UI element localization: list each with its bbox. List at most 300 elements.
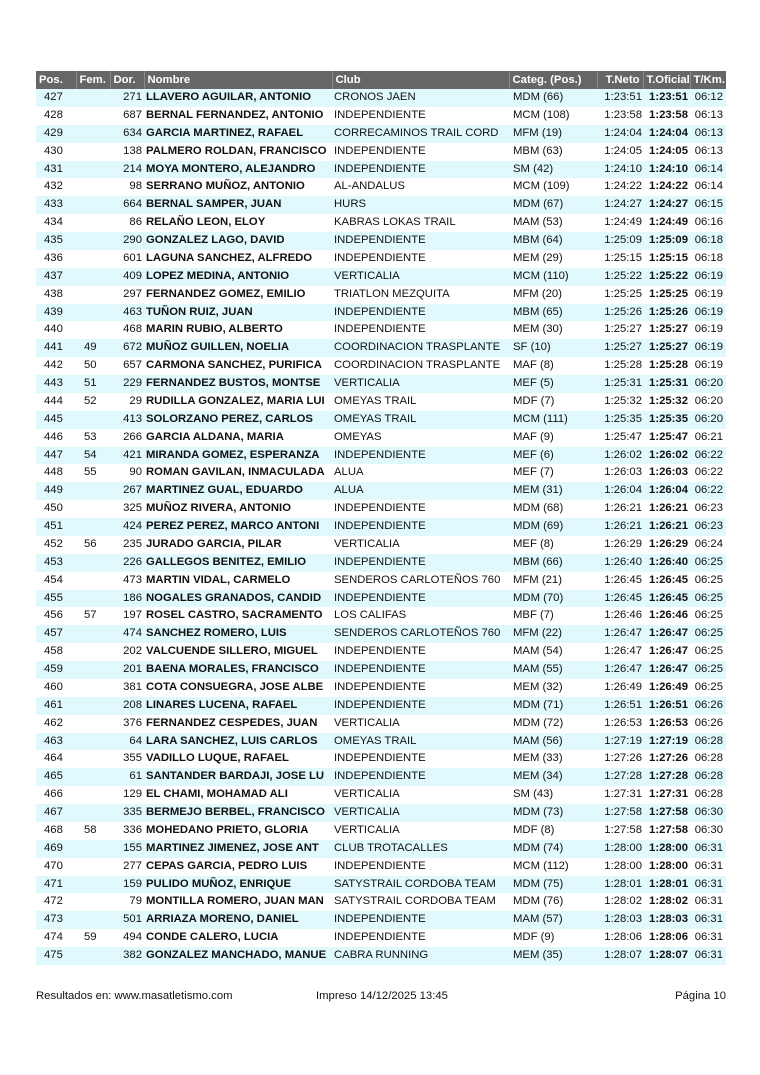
cell-pos: 452 <box>36 536 76 554</box>
cell-tkm: 06:25 <box>690 572 726 590</box>
cell-tkm: 06:23 <box>690 518 726 536</box>
table-row <box>36 858 726 876</box>
cell-fem <box>76 107 110 125</box>
cell-tkm: 06:21 <box>690 429 726 447</box>
cell-fem <box>76 125 110 143</box>
cell-dor: 186 <box>110 590 144 608</box>
cell-toficial: 1:24:27 <box>643 196 690 214</box>
cell-pos: 434 <box>36 214 76 232</box>
cell-toficial: 1:25:27 <box>643 321 690 339</box>
cell-pos: 473 <box>36 911 76 929</box>
cell-categ: MEM (29) <box>509 250 597 268</box>
cell-categ: MBM (65) <box>509 304 597 322</box>
cell-tkm: 06:19 <box>690 268 726 286</box>
cell-toficial: 1:27:26 <box>643 750 690 768</box>
cell-tneto: 1:27:58 <box>597 804 643 822</box>
cell-pos: 461 <box>36 697 76 715</box>
header-toficial: T.Oficial <box>643 71 690 89</box>
cell-tneto: 1:23:58 <box>597 107 643 125</box>
table-row <box>36 893 726 911</box>
cell-tkm: 06:31 <box>690 929 726 947</box>
cell-tkm: 06:18 <box>690 232 726 250</box>
cell-pos: 474 <box>36 929 76 947</box>
cell-tneto: 1:26:47 <box>597 661 643 679</box>
cell-dor: 29 <box>110 393 144 411</box>
cell-categ: MFM (19) <box>509 125 597 143</box>
cell-categ: MCM (112) <box>509 858 597 876</box>
cell-pos: 437 <box>36 268 76 286</box>
cell-tkm: 06:31 <box>690 893 726 911</box>
cell-club: AL-ANDALUS <box>332 178 509 196</box>
cell-nombre: PALMERO ROLDAN, FRANCISCO <box>144 143 332 161</box>
cell-tkm: 06:13 <box>690 143 726 161</box>
cell-dor: 473 <box>110 572 144 590</box>
cell-fem <box>76 876 110 894</box>
cell-categ: MDM (69) <box>509 518 597 536</box>
cell-pos: 430 <box>36 143 76 161</box>
cell-dor: 266 <box>110 429 144 447</box>
cell-tneto: 1:26:49 <box>597 679 643 697</box>
cell-pos: 438 <box>36 286 76 304</box>
cell-fem <box>76 411 110 429</box>
cell-club: VERTICALIA <box>332 786 509 804</box>
cell-fem <box>76 232 110 250</box>
cell-tneto: 1:28:01 <box>597 876 643 894</box>
cell-club: OMEYAS TRAIL <box>332 411 509 429</box>
cell-nombre: BAENA MORALES, FRANCISCO <box>144 661 332 679</box>
cell-toficial: 1:27:58 <box>643 804 690 822</box>
cell-nombre: PULIDO MUÑOZ, ENRIQUE <box>144 876 332 894</box>
cell-nombre: SOLORZANO PEREZ, CARLOS <box>144 411 332 429</box>
cell-nombre: LAGUNA SANCHEZ, ALFREDO <box>144 250 332 268</box>
cell-fem <box>76 178 110 196</box>
cell-nombre: PEREZ PEREZ, MARCO ANTONI <box>144 518 332 536</box>
table-row <box>36 733 726 751</box>
table-row <box>36 268 726 286</box>
cell-tkm: 06:25 <box>690 590 726 608</box>
cell-club: INDEPENDIENTE <box>332 750 509 768</box>
cell-pos: 451 <box>36 518 76 536</box>
cell-toficial: 1:28:07 <box>643 947 690 965</box>
cell-nombre: RUDILLA GONZALEZ, MARIA LUI <box>144 393 332 411</box>
cell-tneto: 1:25:31 <box>597 375 643 393</box>
cell-pos: 469 <box>36 840 76 858</box>
cell-dor: 86 <box>110 214 144 232</box>
header-categ: Categ. (Pos.) <box>509 71 597 89</box>
cell-tneto: 1:26:53 <box>597 715 643 733</box>
results-body <box>36 89 726 965</box>
cell-categ: MDM (71) <box>509 697 597 715</box>
cell-fem: 58 <box>76 822 110 840</box>
cell-toficial: 1:26:49 <box>643 679 690 697</box>
cell-club: INDEPENDIENTE <box>332 321 509 339</box>
cell-tneto: 1:26:29 <box>597 536 643 554</box>
cell-dor: 601 <box>110 250 144 268</box>
cell-categ: MEM (30) <box>509 321 597 339</box>
cell-categ: MAF (9) <box>509 429 597 447</box>
cell-tkm: 06:24 <box>690 536 726 554</box>
cell-toficial: 1:25:09 <box>643 232 690 250</box>
cell-toficial: 1:26:46 <box>643 607 690 625</box>
cell-categ: MFM (22) <box>509 625 597 643</box>
cell-pos: 433 <box>36 196 76 214</box>
cell-nombre: VADILLO LUQUE, RAFAEL <box>144 750 332 768</box>
cell-dor: 335 <box>110 804 144 822</box>
table-row <box>36 339 726 357</box>
cell-categ: MDM (76) <box>509 893 597 911</box>
cell-club: CLUB TROTACALLES <box>332 840 509 858</box>
cell-toficial: 1:27:28 <box>643 768 690 786</box>
cell-toficial: 1:26:04 <box>643 482 690 500</box>
cell-pos: 456 <box>36 607 76 625</box>
page-number: Página 10 <box>675 990 726 1002</box>
cell-club: INDEPENDIENTE <box>332 304 509 322</box>
printed-timestamp: Impreso 14/12/2025 13:45 <box>316 990 448 1002</box>
cell-nombre: SERRANO MUÑOZ, ANTONIO <box>144 178 332 196</box>
cell-club: CRONOS JAEN <box>332 89 509 107</box>
cell-fem <box>76 733 110 751</box>
cell-tneto: 1:24:04 <box>597 125 643 143</box>
cell-tkm: 06:25 <box>690 679 726 697</box>
cell-toficial: 1:24:22 <box>643 178 690 196</box>
cell-dor: 277 <box>110 858 144 876</box>
cell-club: TRIATLON MEZQUITA <box>332 286 509 304</box>
cell-tkm: 06:22 <box>690 447 726 465</box>
cell-tkm: 06:13 <box>690 125 726 143</box>
cell-dor: 657 <box>110 357 144 375</box>
cell-pos: 464 <box>36 750 76 768</box>
cell-tkm: 06:28 <box>690 733 726 751</box>
cell-toficial: 1:25:27 <box>643 339 690 357</box>
cell-toficial: 1:23:58 <box>643 107 690 125</box>
cell-toficial: 1:27:19 <box>643 733 690 751</box>
cell-tkm: 06:23 <box>690 500 726 518</box>
cell-pos: 444 <box>36 393 76 411</box>
table-row <box>36 554 726 572</box>
cell-tneto: 1:25:09 <box>597 232 643 250</box>
cell-nombre: MARIN RUBIO, ALBERTO <box>144 321 332 339</box>
cell-tneto: 1:25:28 <box>597 357 643 375</box>
cell-pos: 427 <box>36 89 76 107</box>
cell-categ: MDM (67) <box>509 196 597 214</box>
cell-tneto: 1:26:21 <box>597 500 643 518</box>
cell-tkm: 06:19 <box>690 339 726 357</box>
cell-categ: MEF (7) <box>509 464 597 482</box>
cell-tneto: 1:27:58 <box>597 822 643 840</box>
table-row <box>36 393 726 411</box>
cell-dor: 202 <box>110 643 144 661</box>
cell-categ: MAM (56) <box>509 733 597 751</box>
cell-fem <box>76 661 110 679</box>
cell-fem <box>76 679 110 697</box>
cell-tneto: 1:25:35 <box>597 411 643 429</box>
cell-nombre: GONZALEZ MANCHADO, MANUE <box>144 947 332 965</box>
cell-tkm: 06:25 <box>690 661 726 679</box>
cell-nombre: CARMONA SANCHEZ, PURIFICA <box>144 357 332 375</box>
cell-tneto: 1:28:06 <box>597 929 643 947</box>
header-tkm: T/Km. <box>690 71 726 89</box>
cell-dor: 90 <box>110 464 144 482</box>
table-row <box>36 286 726 304</box>
table-row <box>36 768 726 786</box>
cell-nombre: MONTILLA ROMERO, JUAN MAN <box>144 893 332 911</box>
cell-nombre: VALCUENDE SILLERO, MIGUEL <box>144 643 332 661</box>
results-table <box>36 71 726 965</box>
cell-fem: 57 <box>76 607 110 625</box>
cell-fem <box>76 715 110 733</box>
cell-toficial: 1:28:00 <box>643 840 690 858</box>
cell-toficial: 1:26:51 <box>643 697 690 715</box>
cell-tneto: 1:28:07 <box>597 947 643 965</box>
cell-dor: 421 <box>110 447 144 465</box>
cell-club: INDEPENDIENTE <box>332 697 509 715</box>
cell-tkm: 06:31 <box>690 947 726 965</box>
cell-tkm: 06:22 <box>690 482 726 500</box>
cell-nombre: FERNANDEZ CESPEDES, JUAN <box>144 715 332 733</box>
cell-pos: 448 <box>36 464 76 482</box>
cell-dor: 501 <box>110 911 144 929</box>
cell-dor: 155 <box>110 840 144 858</box>
cell-categ: MDM (68) <box>509 500 597 518</box>
cell-tkm: 06:25 <box>690 607 726 625</box>
table-row <box>36 643 726 661</box>
cell-tneto: 1:25:27 <box>597 321 643 339</box>
cell-fem <box>76 214 110 232</box>
cell-toficial: 1:26:53 <box>643 715 690 733</box>
cell-club: INDEPENDIENTE <box>332 250 509 268</box>
cell-club: KABRAS LOKAS TRAIL <box>332 214 509 232</box>
cell-categ: MEF (6) <box>509 447 597 465</box>
cell-pos: 462 <box>36 715 76 733</box>
cell-nombre: BERNAL FERNANDEZ, ANTONIO <box>144 107 332 125</box>
cell-pos: 458 <box>36 643 76 661</box>
cell-club: SATYSTRAIL CORDOBA TEAM <box>332 876 509 894</box>
cell-tkm: 06:31 <box>690 911 726 929</box>
table-row <box>36 536 726 554</box>
cell-club: COORDINACION TRASPLANTE <box>332 357 509 375</box>
cell-nombre: GARCIA ALDANA, MARIA <box>144 429 332 447</box>
cell-toficial: 1:25:25 <box>643 286 690 304</box>
cell-fem <box>76 840 110 858</box>
cell-fem <box>76 947 110 965</box>
cell-categ: MDM (72) <box>509 715 597 733</box>
cell-pos: 457 <box>36 625 76 643</box>
cell-tneto: 1:28:00 <box>597 858 643 876</box>
table-row <box>36 661 726 679</box>
cell-dor: 290 <box>110 232 144 250</box>
cell-pos: 439 <box>36 304 76 322</box>
cell-tkm: 06:20 <box>690 411 726 429</box>
cell-tkm: 06:19 <box>690 304 726 322</box>
header-tneto: T.Neto <box>597 71 643 89</box>
cell-tneto: 1:25:27 <box>597 339 643 357</box>
cell-pos: 445 <box>36 411 76 429</box>
cell-tneto: 1:25:47 <box>597 429 643 447</box>
cell-nombre: SANCHEZ ROMERO, LUIS <box>144 625 332 643</box>
cell-nombre: BERNAL SAMPER, JUAN <box>144 196 332 214</box>
cell-dor: 79 <box>110 893 144 911</box>
cell-club: SENDEROS CARLOTEÑOS 760 <box>332 572 509 590</box>
header-club: Club <box>332 71 509 89</box>
table-row <box>36 375 726 393</box>
cell-club: LOS CALIFAS <box>332 607 509 625</box>
cell-fem <box>76 697 110 715</box>
table-row <box>36 232 726 250</box>
cell-pos: 475 <box>36 947 76 965</box>
cell-nombre: BERMEJO BERBEL, FRANCISCO <box>144 804 332 822</box>
cell-toficial: 1:26:47 <box>643 643 690 661</box>
cell-categ: MDM (70) <box>509 590 597 608</box>
results-link[interactable]: Resultados en: www.masatletismo.com <box>36 990 233 1002</box>
cell-dor: 409 <box>110 268 144 286</box>
cell-pos: 440 <box>36 321 76 339</box>
cell-club: INDEPENDIENTE <box>332 929 509 947</box>
table-row <box>36 500 726 518</box>
cell-club: OMEYAS <box>332 429 509 447</box>
cell-dor: 494 <box>110 929 144 947</box>
cell-fem <box>76 625 110 643</box>
cell-pos: 467 <box>36 804 76 822</box>
cell-pos: 465 <box>36 768 76 786</box>
cell-toficial: 1:28:01 <box>643 876 690 894</box>
cell-nombre: RELAÑO LEON, ELOY <box>144 214 332 232</box>
cell-dor: 474 <box>110 625 144 643</box>
cell-dor: 226 <box>110 554 144 572</box>
cell-tneto: 1:24:22 <box>597 178 643 196</box>
cell-toficial: 1:28:06 <box>643 929 690 947</box>
cell-toficial: 1:24:05 <box>643 143 690 161</box>
cell-fem <box>76 286 110 304</box>
header-pos: Pos. <box>36 71 76 89</box>
cell-pos: 460 <box>36 679 76 697</box>
cell-pos: 441 <box>36 339 76 357</box>
cell-club: VERTICALIA <box>332 268 509 286</box>
table-row <box>36 482 726 500</box>
cell-toficial: 1:26:47 <box>643 625 690 643</box>
cell-nombre: LLAVERO AGUILAR, ANTONIO <box>144 89 332 107</box>
cell-club: INDEPENDIENTE <box>332 554 509 572</box>
cell-nombre: MARTINEZ GUAL, EDUARDO <box>144 482 332 500</box>
cell-fem: 59 <box>76 929 110 947</box>
cell-dor: 336 <box>110 822 144 840</box>
cell-tneto: 1:24:27 <box>597 196 643 214</box>
cell-categ: MAM (53) <box>509 214 597 232</box>
cell-dor: 297 <box>110 286 144 304</box>
cell-dor: 64 <box>110 733 144 751</box>
cell-dor: 235 <box>110 536 144 554</box>
cell-toficial: 1:26:45 <box>643 590 690 608</box>
cell-toficial: 1:26:29 <box>643 536 690 554</box>
cell-nombre: GONZALEZ LAGO, DAVID <box>144 232 332 250</box>
cell-pos: 435 <box>36 232 76 250</box>
cell-nombre: FERNANDEZ GOMEZ, EMILIO <box>144 286 332 304</box>
cell-categ: MCM (109) <box>509 178 597 196</box>
cell-pos: 471 <box>36 876 76 894</box>
cell-club: VERTICALIA <box>332 822 509 840</box>
cell-fem <box>76 643 110 661</box>
cell-club: VERTICALIA <box>332 536 509 554</box>
cell-categ: MBF (7) <box>509 607 597 625</box>
cell-fem <box>76 554 110 572</box>
cell-toficial: 1:25:26 <box>643 304 690 322</box>
table-row <box>36 89 726 107</box>
cell-tkm: 06:26 <box>690 697 726 715</box>
table-row <box>36 411 726 429</box>
cell-categ: MDF (8) <box>509 822 597 840</box>
cell-pos: 455 <box>36 590 76 608</box>
cell-tkm: 06:13 <box>690 107 726 125</box>
cell-tkm: 06:14 <box>690 178 726 196</box>
table-row <box>36 590 726 608</box>
cell-fem: 49 <box>76 339 110 357</box>
cell-club: ALUA <box>332 464 509 482</box>
cell-nombre: ROSEL CASTRO, SACRAMENTO <box>144 607 332 625</box>
cell-nombre: MOHEDANO PRIETO, GLORIA <box>144 822 332 840</box>
cell-categ: MAM (55) <box>509 661 597 679</box>
table-row <box>36 697 726 715</box>
cell-club: INDEPENDIENTE <box>332 447 509 465</box>
cell-fem <box>76 250 110 268</box>
cell-categ: MDM (74) <box>509 840 597 858</box>
cell-categ: MCM (108) <box>509 107 597 125</box>
cell-nombre: JURADO GARCIA, PILAR <box>144 536 332 554</box>
cell-nombre: TUÑON RUIZ, JUAN <box>144 304 332 322</box>
cell-toficial: 1:25:28 <box>643 357 690 375</box>
table-row <box>36 447 726 465</box>
cell-fem <box>76 89 110 107</box>
cell-toficial: 1:26:47 <box>643 661 690 679</box>
cell-tneto: 1:28:02 <box>597 893 643 911</box>
cell-club: INDEPENDIENTE <box>332 518 509 536</box>
cell-toficial: 1:26:21 <box>643 500 690 518</box>
cell-tneto: 1:25:22 <box>597 268 643 286</box>
cell-categ: MAM (54) <box>509 643 597 661</box>
cell-dor: 355 <box>110 750 144 768</box>
cell-categ: MDF (7) <box>509 393 597 411</box>
header-dor: Dor. <box>110 71 144 89</box>
cell-tneto: 1:26:47 <box>597 643 643 661</box>
cell-fem <box>76 518 110 536</box>
cell-toficial: 1:25:22 <box>643 268 690 286</box>
cell-toficial: 1:25:47 <box>643 429 690 447</box>
table-row <box>36 178 726 196</box>
cell-toficial: 1:26:03 <box>643 464 690 482</box>
cell-toficial: 1:25:35 <box>643 411 690 429</box>
cell-toficial: 1:26:45 <box>643 572 690 590</box>
cell-tkm: 06:25 <box>690 625 726 643</box>
cell-categ: MEM (31) <box>509 482 597 500</box>
cell-toficial: 1:25:32 <box>643 393 690 411</box>
table-row <box>36 750 726 768</box>
cell-nombre: ROMAN GAVILAN, INMACULADA <box>144 464 332 482</box>
cell-tkm: 06:20 <box>690 393 726 411</box>
cell-dor: 634 <box>110 125 144 143</box>
cell-club: INDEPENDIENTE <box>332 643 509 661</box>
cell-tkm: 06:19 <box>690 321 726 339</box>
cell-fem: 52 <box>76 393 110 411</box>
table-row <box>36 929 726 947</box>
cell-fem <box>76 196 110 214</box>
cell-categ: SF (10) <box>509 339 597 357</box>
cell-categ: MDF (9) <box>509 929 597 947</box>
cell-categ: MEM (34) <box>509 768 597 786</box>
table-row <box>36 429 726 447</box>
table-header-row <box>36 71 726 89</box>
cell-toficial: 1:23:51 <box>643 89 690 107</box>
cell-tneto: 1:25:15 <box>597 250 643 268</box>
cell-tkm: 06:20 <box>690 375 726 393</box>
cell-pos: 468 <box>36 822 76 840</box>
